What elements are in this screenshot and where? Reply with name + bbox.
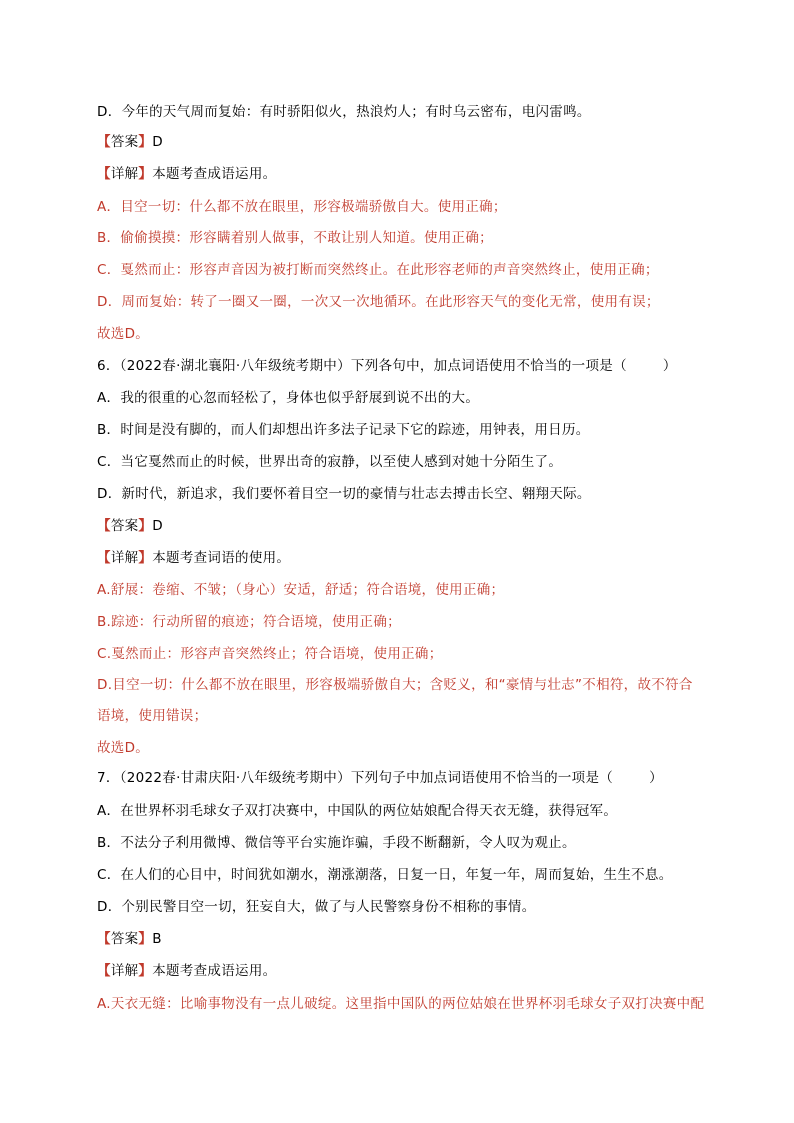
section-text: 本题考查词语的使用。	[152, 550, 291, 566]
section-text: 本题考查成语运用。	[152, 963, 277, 979]
option-line: D．今年的天气周而复始：有时骄阳似火，热浪灼人；有时乌云密布，电闪雷鸣。	[97, 104, 591, 120]
answer-line	[97, 931, 162, 947]
explanation-line	[97, 550, 290, 566]
answer-line	[97, 518, 163, 534]
explanation-item: D.目空一切：什么都不放在眼里，形容极端骄傲自大；含贬义，和“豪情与壮志”不相符，故不符合	[97, 677, 693, 693]
bracket-close: 】	[138, 550, 153, 566]
option-line: A．在世界杯羽毛球女子双打决赛中，中国队的两位姑娘配合得天衣无缝，获得冠军。	[97, 803, 618, 819]
section-text: D	[152, 134, 163, 150]
bracket-open: 【	[97, 134, 111, 150]
question-stem	[97, 770, 663, 786]
explanation-line	[97, 963, 276, 979]
section-tag	[97, 166, 152, 182]
section-text: D	[152, 518, 163, 534]
bracket-open: 【	[97, 166, 111, 182]
question-stem	[97, 358, 677, 374]
bracket-close: 】	[138, 963, 153, 979]
explanation-line	[97, 166, 276, 182]
explanation-item: 故选D。	[97, 326, 150, 342]
section-tag	[97, 134, 152, 150]
section-tag	[97, 931, 152, 947]
section-label: 答案	[110, 134, 139, 150]
explanation-item: A.舒展：卷缩、不皱；（身心）安适，舒适；符合语境，使用正确；	[97, 582, 505, 598]
bracket-close: 】	[138, 931, 153, 947]
section-text: B	[152, 931, 162, 947]
option-line: B．不法分子利用微博、微信等平台实施诈骗，手段不断翻新，令人叹为观止。	[97, 835, 576, 851]
option-line: D．个别民警目空一切，狂妄自大，做了与人民警察身份不相称的事情。	[97, 899, 536, 915]
section-text: 本题考查成语运用。	[152, 166, 277, 182]
section-label: 答案	[110, 931, 139, 947]
explanation-item: A．目空一切：什么都不放在眼里，形容极端骄傲自大。使用正确；	[97, 199, 507, 215]
question-close-paren: ）	[662, 358, 677, 374]
section-label: 详解	[110, 550, 139, 566]
bracket-open: 【	[97, 518, 111, 534]
section-tag	[97, 518, 152, 534]
section-label: 详解	[110, 166, 139, 182]
explanation-item: 故选D。	[97, 740, 150, 756]
explanation-item: 语境，使用错误；	[97, 708, 208, 724]
bracket-open: 【	[97, 963, 111, 979]
explanation-item: B．偷偷摸摸：形容瞒着别人做事，不敢让别人知道。使用正确；	[97, 230, 493, 246]
option-line: A．我的很重的心忽而轻松了，身体也似乎舒展到说不出的大。	[97, 390, 480, 406]
bracket-close: 】	[138, 134, 153, 150]
explanation-item: A.天衣无缝：比喻事物没有一点儿破绽。这里指中国队的两位姑娘在世界杯羽毛球女子双打决赛中配	[97, 996, 705, 1012]
option-line: B．时间是没有脚的，而人们却想出许多法子记录下它的踪迹，用钟表，用日历。	[97, 422, 590, 438]
section-tag	[97, 963, 152, 979]
section-label: 详解	[110, 963, 139, 979]
bracket-open: 【	[97, 931, 111, 947]
bracket-open: 【	[97, 550, 111, 566]
explanation-item: B.踪迹：行动所留的痕迹；符合语境，使用正确；	[97, 614, 401, 630]
explanation-item: C．戛然而止：形容声音因为被打断而突然终止。在此形容老师的声音突然终止，使用正确；	[97, 262, 659, 278]
option-line: C．当它戛然而止的时候，世界出奇的寂静，以至使人感到对她十分陌生了。	[97, 454, 563, 470]
option-line: D．新时代，新追求，我们要怀着目空一切的豪情与壮志去搏击长空、翱翔天际。	[97, 486, 591, 502]
bracket-close: 】	[138, 166, 153, 182]
question-text: 6．（2022春·湖北襄阳·八年级统考期中）下列各句中，加点词语使用不恰当的一项是（	[97, 358, 627, 374]
option-line: C．在人们的心目中，时间犹如潮水，潮涨潮落，日复一日，年复一年，周而复始，生生不息。	[97, 867, 673, 883]
explanation-item: D．周而复始：转了一圈又一圈，一次又一次地循环。在此形容天气的变化无常，使用有误；	[97, 294, 660, 310]
question-text: 7．（2022春·甘肃庆阳·八年级统考期中）下列句子中加点词语使用不恰当的一项是（	[97, 770, 614, 786]
question-close-paren: ）	[649, 770, 663, 786]
bracket-close: 】	[138, 518, 153, 534]
section-tag	[97, 550, 152, 566]
section-label: 答案	[110, 518, 139, 534]
answer-line	[97, 134, 163, 150]
explanation-item: C.戛然而止：形容声音突然终止；符合语境，使用正确；	[97, 646, 443, 662]
